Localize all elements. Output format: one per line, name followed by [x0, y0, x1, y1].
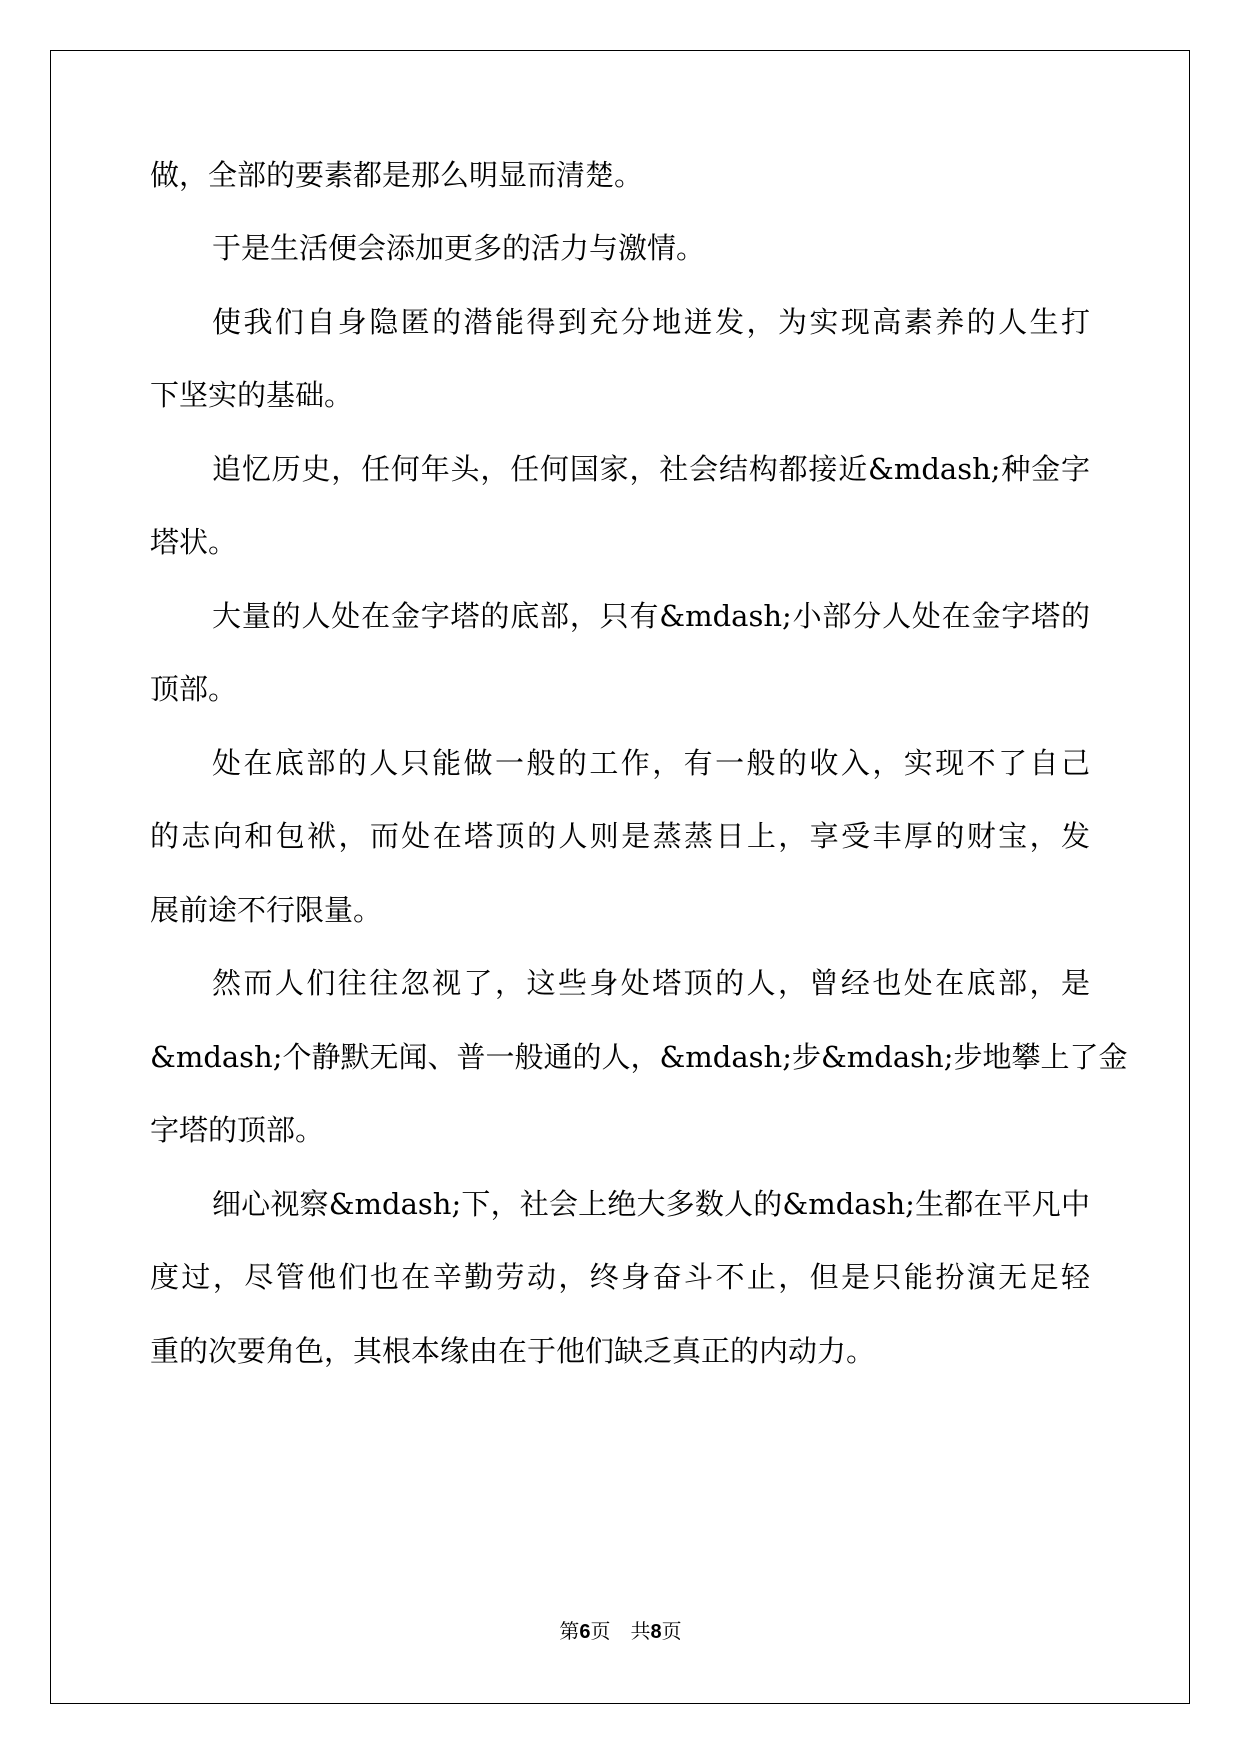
- text-line: 顶部。: [150, 672, 238, 706]
- footer-mid: 页 共: [590, 1619, 651, 1643]
- text-line: 下坚实的基础。: [150, 378, 354, 412]
- text-line: 做，全部的要素都是那么明显而清楚。: [150, 158, 644, 192]
- total-pages-number: 8: [650, 1621, 662, 1643]
- text-line: 字塔的顶部。: [150, 1113, 325, 1147]
- text-line: 度过，尽管他们也在辛勤劳动，终身奋斗不止，但是只能扮演无足轻: [150, 1260, 1090, 1294]
- footer-suffix: 页: [661, 1619, 682, 1643]
- text-line: &mdash;个静默无闻、普一般通的人，&mdash;步&mdash;步地攀上了金: [150, 1040, 1128, 1074]
- text-line: 大量的人处在金字塔的底部，只有&mdash;小部分人处在金字塔的: [212, 599, 1090, 633]
- page-footer: [0, 1615, 1241, 1644]
- text-line: 细心视察&mdash;下，社会上绝大多数人的&mdash;生都在平凡中: [212, 1187, 1090, 1221]
- text-line: 的志向和包袱，而处在塔顶的人则是蒸蒸日上，享受丰厚的财宝，发: [150, 819, 1090, 853]
- text-line: 塔状。: [150, 525, 238, 559]
- text-line: 处在底部的人只能做一般的工作，有一般的收入，实现不了自己: [212, 746, 1090, 780]
- footer-prefix: 第: [559, 1619, 580, 1643]
- current-page-number: 6: [579, 1621, 591, 1643]
- text-line: 重的次要角色，其根本缘由在于他们缺乏真正的内动力。: [150, 1334, 876, 1368]
- text-line: 然而人们往往忽视了，这些身处塔顶的人，曾经也处在底部，是: [212, 966, 1090, 1000]
- text-line: 使我们自身隐匿的潜能得到充分地迸发，为实现高素养的人生打: [212, 305, 1090, 339]
- text-line: 追忆历史，任何年头，任何国家，社会结构都接近&mdash;种金字: [212, 452, 1090, 486]
- text-line: 展前途不行限量。: [150, 893, 383, 927]
- page-border: [50, 50, 1190, 1704]
- text-line: 于是生活便会添加更多的活力与激情。: [212, 231, 706, 265]
